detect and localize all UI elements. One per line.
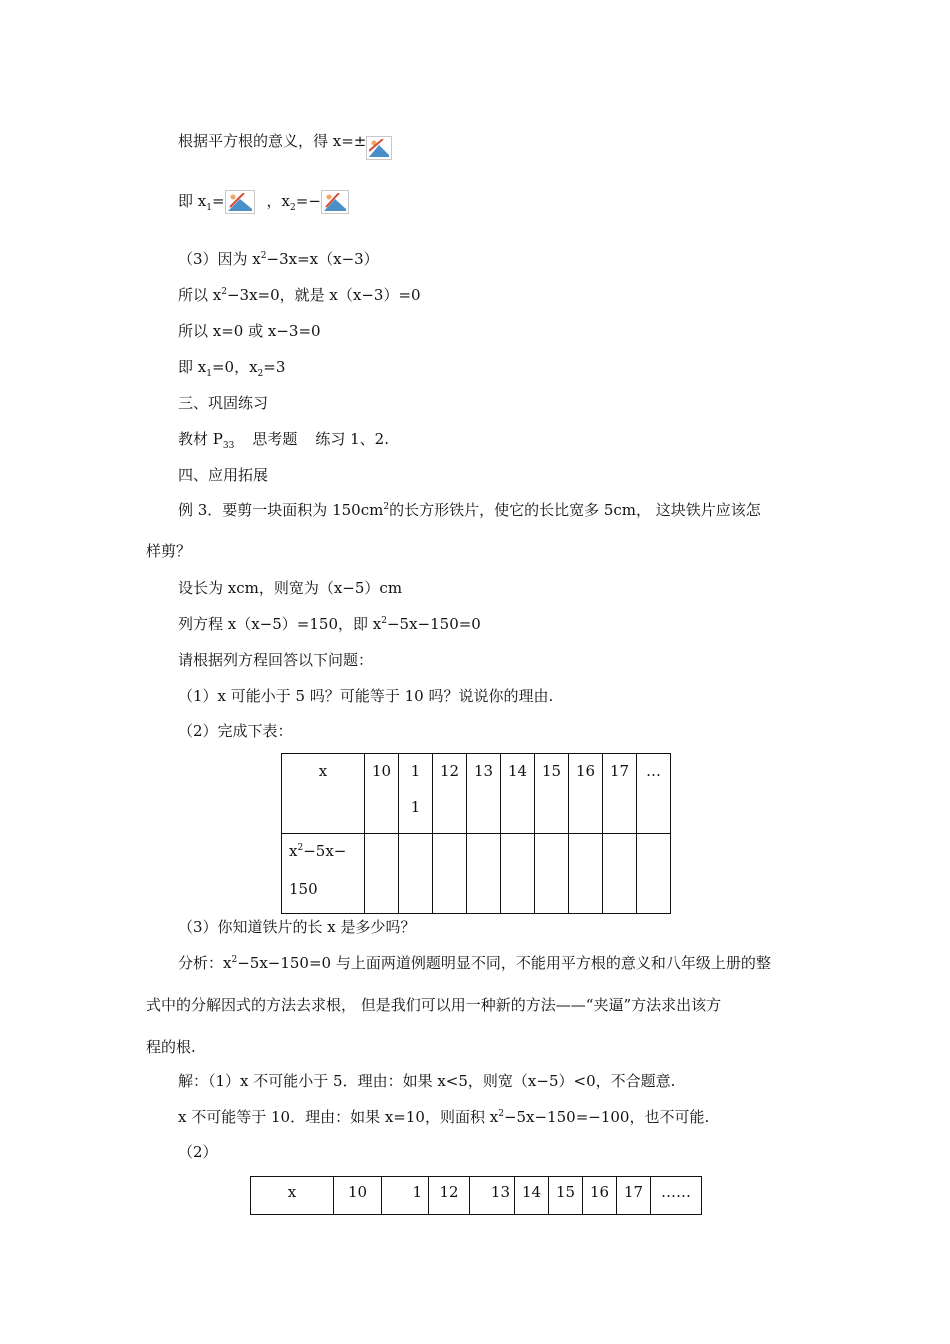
- text: 所以 x: [178, 286, 222, 304]
- text-line: 设长为 xcm，则宽为（x−5）cm: [178, 579, 403, 597]
- text: 思考题: [252, 430, 298, 448]
- broken-image-icon: [366, 136, 392, 160]
- text: =: [211, 192, 225, 210]
- text: 150: [289, 880, 318, 898]
- text: 练习 1、2.: [315, 430, 389, 448]
- subscript: 33: [222, 441, 235, 451]
- question-3: （3）你知道铁片的长 x 是多少吗？: [178, 918, 416, 936]
- table-cell: 12: [429, 1177, 470, 1215]
- table-cell: 13: [470, 1177, 515, 1215]
- analysis-text: [178, 953, 771, 973]
- text: 根据平方根的意义，得 x=±: [178, 132, 367, 150]
- analysis-text: 程的根.: [146, 1038, 196, 1056]
- subscript: 2: [257, 369, 264, 379]
- text: 分析：x: [178, 954, 232, 972]
- table-cell: 15: [549, 1177, 583, 1215]
- text: −3x=0，就是 x（x−3）=0: [226, 286, 421, 304]
- table-cell: 14: [501, 754, 535, 834]
- table-cell: 14: [515, 1177, 549, 1215]
- text: 例 3．要剪一块面积为 150cm: [178, 501, 384, 519]
- superscript: 2: [381, 616, 387, 626]
- table-cell: 10: [365, 754, 399, 834]
- text: −5x−150=0: [386, 615, 481, 633]
- text: =0，x: [211, 358, 258, 376]
- text: 教材 P: [178, 430, 223, 448]
- table-cell: 1: [382, 1177, 429, 1215]
- subscript: 1: [206, 203, 212, 213]
- text-line: [178, 249, 379, 269]
- superscript: 2: [221, 287, 227, 297]
- table-cell: 16: [569, 754, 603, 834]
- table-cell: 12: [433, 754, 467, 834]
- subscript: 2: [290, 203, 296, 213]
- text-line: 请根据列方程回答以下问题：: [178, 651, 374, 669]
- text: ，x: [266, 192, 291, 210]
- text: −5x−150=−100，也不可能.: [503, 1108, 710, 1126]
- value-table-2: [250, 1176, 702, 1215]
- table-cell: [399, 754, 433, 834]
- section-heading: 三、巩固练习: [178, 394, 269, 412]
- text-line: [178, 130, 392, 154]
- question-2: （2）完成下表：: [178, 722, 293, 740]
- analysis-text: 式中的分解因式的方法去求根， 但是我们可以用一种新的方法——“夹逼”方法求出该方: [146, 996, 722, 1014]
- table-cell-empty: [467, 834, 501, 914]
- text-line: 所以 x=0 或 x−3=0: [178, 322, 321, 340]
- solution-text: [178, 1107, 709, 1127]
- table-cell: 10: [334, 1177, 382, 1215]
- table-cell-empty: [399, 834, 433, 914]
- table-cell-empty: [603, 834, 637, 914]
- table-cell-empty: [535, 834, 569, 914]
- text: =3: [263, 358, 286, 376]
- superscript: 2: [231, 955, 238, 965]
- text-line: [178, 357, 285, 377]
- table-row-label: [282, 834, 365, 914]
- broken-image-icon: [225, 190, 255, 214]
- table-cell: ……: [651, 1177, 702, 1215]
- table-header-x: x: [251, 1177, 334, 1215]
- text: 1: [410, 762, 421, 780]
- text-line: [178, 190, 349, 214]
- table-cell-empty: [637, 834, 671, 914]
- superscript: 2: [297, 843, 304, 853]
- table-cell: 17: [603, 754, 637, 834]
- example-text: [178, 500, 761, 520]
- text-line: [178, 429, 389, 449]
- superscript: 2: [260, 251, 267, 261]
- table-cell-empty: [365, 834, 399, 914]
- table-cell-empty: [433, 834, 467, 914]
- value-table: [281, 753, 671, 914]
- text-line: [178, 285, 421, 305]
- solution-text: （2）: [178, 1143, 218, 1161]
- question-1: （1）x 可能小于 5 吗？可能等于 10 吗？说说你的理由.: [178, 687, 554, 705]
- superscript: 2: [383, 502, 390, 512]
- broken-image-icon: [321, 190, 349, 214]
- table-cell: 15: [535, 754, 569, 834]
- table-cell: 16: [583, 1177, 617, 1215]
- text: （3）因为 x: [178, 250, 261, 268]
- text: =−: [295, 192, 321, 210]
- text: −3x=x（x−3）: [266, 250, 379, 268]
- text: −5x−150=0 与上面两道例题明显不同，不能用平方根的意义和八年级上册的整: [237, 954, 771, 972]
- table-cell: 13: [467, 754, 501, 834]
- table-cell-empty: [569, 834, 603, 914]
- table-cell: 17: [617, 1177, 651, 1215]
- example-text-cont: 样剪？: [146, 542, 192, 560]
- text: x: [289, 842, 298, 860]
- solution-text: 解：（1）x 不可能小于 5．理由：如果 x<5，则宽（x−5）<0，不合题意.: [178, 1072, 676, 1090]
- subscript: 1: [206, 369, 212, 379]
- text: 列方程 x（x−5）=150，即 x: [178, 615, 382, 633]
- table-cell: …: [637, 754, 671, 834]
- text: x 不可能等于 10．理由：如果 x=10，则面积 x: [178, 1108, 499, 1126]
- text: 1: [410, 798, 421, 816]
- text: 的长方形铁片，使它的长比宽多 5cm， 这块铁片应该怎: [389, 501, 761, 519]
- text: −5x−: [303, 842, 347, 860]
- text-line: [178, 614, 481, 634]
- superscript: 2: [498, 1109, 504, 1119]
- table-header-x: x: [282, 754, 365, 834]
- table-cell-empty: [501, 834, 535, 914]
- text: 即 x: [178, 192, 207, 210]
- text: 即 x: [178, 358, 207, 376]
- section-heading: 四、应用拓展: [178, 466, 269, 484]
